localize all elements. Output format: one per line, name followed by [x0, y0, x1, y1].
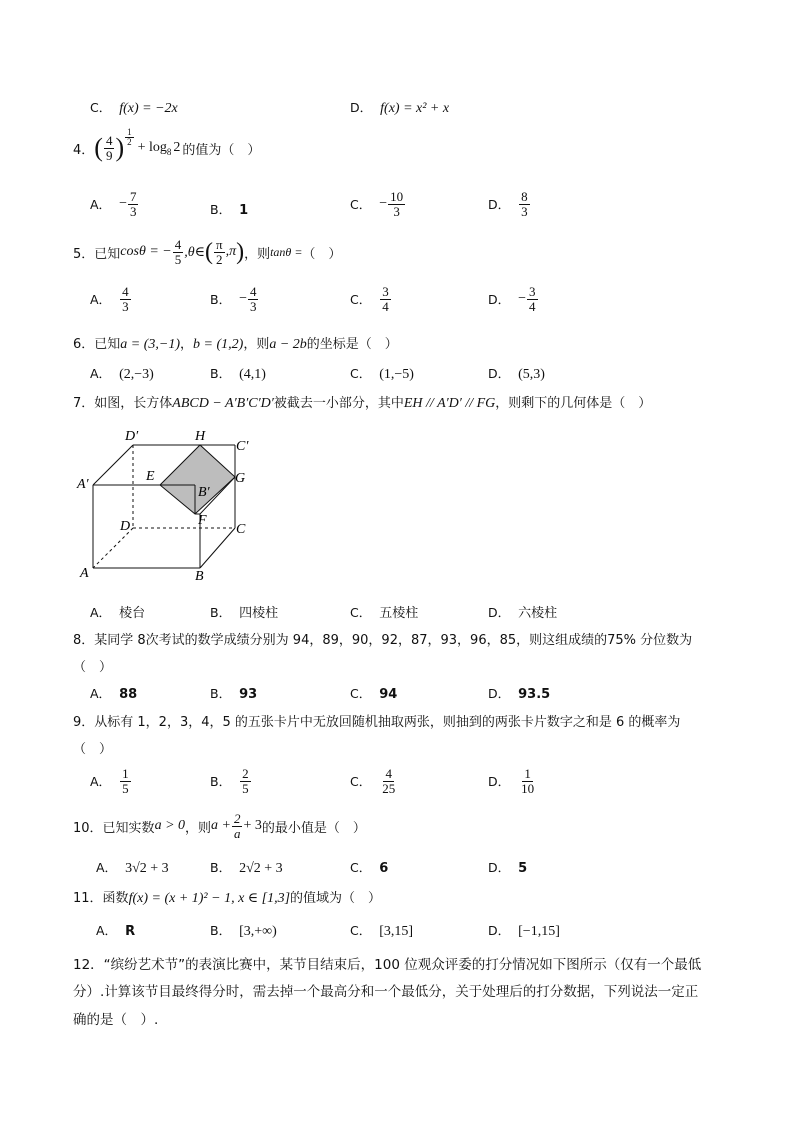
q9-stem-line1: 9．从标有 1，2，3，4，5 的五张卡片中无放回随机抽取两张，则抽到的两张卡片数字之和是 6 的概率为 — [73, 715, 681, 730]
label-d-prime: D′ — [125, 429, 139, 444]
q7-option-a: A． 棱台 — [90, 605, 146, 621]
q11-stem: 11．函数f(x) = (x + 1)² − 1, x ∈ [1,3]的值域为（ ） — [73, 891, 382, 906]
q3-option-c: C． f(x) = −2x — [90, 100, 178, 116]
label-f: F — [198, 513, 207, 528]
q5-option-d: D． − $\frac{3}{4}$ — [488, 284, 536, 314]
q7-option-c: C． 五棱柱 — [350, 605, 419, 621]
q3-option-d: D． f(x) = x² + x — [350, 100, 450, 116]
q6-option-d: D． (5,3) — [488, 366, 545, 382]
label-b: B — [195, 569, 204, 584]
q9-option-a: A． $\frac{1}{5}$ — [90, 766, 129, 796]
q10-option-c: C． 6 — [350, 860, 389, 876]
q8-option-d: D． 93.5 — [488, 686, 551, 702]
q5-option-a: A． $\frac{4}{3}$ — [90, 284, 129, 314]
q8-stem-line1: 8．某同学 8次考试的数学成绩分别为 94，89，90，92，87，93，96，85，则这组成绩的75% 分位数为 — [73, 633, 693, 648]
q11-option-c: C． [3,15] — [350, 923, 414, 939]
q4-option-c: C． − $\frac{10}{3}$ — [350, 189, 404, 219]
label-g: G — [235, 471, 246, 486]
q10-option-d: D． 5 — [488, 860, 528, 876]
q10-option-b: B． 2√2 + 3 — [210, 860, 283, 876]
q4-base-fraction: $\frac{4}{9}$ — [105, 133, 113, 163]
label-a-prime: A′ — [77, 477, 89, 492]
q12-stem-line3: 确的是（ ）. — [73, 1012, 159, 1028]
q6-option-c: C． (1,−5) — [350, 366, 414, 382]
q5-option-c: C． $\frac{3}{4}$ — [350, 284, 389, 314]
q5-stem: 5． 已知 cosθ = − $\frac{4}{5}$ ,θ∈ ( $\frac{\pi}{2}$ ,π ) ，则 tanθ = （ ） — [73, 237, 342, 267]
q9-option-b: B． $\frac{2}{5}$ — [210, 766, 249, 796]
q8-stem-line2: （ ） — [73, 660, 113, 675]
q4-exponent: $\frac{1}{2}$ — [127, 127, 132, 148]
q8-option-b: B． 93 — [210, 686, 258, 702]
label-c: C — [236, 522, 246, 537]
label-e: E — [146, 469, 155, 484]
q6-option-a: A． (2,−3) — [90, 366, 154, 382]
q8-option-a: A． 88 — [90, 686, 138, 702]
q7-option-b: B． 四棱柱 — [210, 605, 279, 621]
q9-stem-line2: （ ） — [73, 742, 113, 757]
q10-option-a: A． 3√2 + 3 — [96, 860, 169, 876]
q7-stem: 7．如图，长方体ABCD − A′B′C′D′被截去一小部分，其中EH // A′D′ // FG，则剩下的几何体是（ ） — [73, 396, 652, 411]
label-a: A — [80, 566, 89, 581]
label-c-prime: C′ — [236, 439, 249, 454]
q11-option-a: A． R — [96, 923, 136, 939]
q11-option-b: B． [3,+∞) — [210, 923, 277, 939]
label-h: H — [195, 429, 206, 444]
q7-figure — [70, 420, 260, 590]
label-d: D — [120, 519, 131, 534]
q7-option-d: D． 六棱柱 — [488, 605, 558, 621]
q6-stem: 6．已知a = (3,−1)，b = (1,2)，则a − 2b的坐标是（ ） — [73, 337, 398, 352]
q4-stem: 4． ( $\frac{4}{9}$ ) $\frac{1}{2}$ + log 8 2 的值为（ ） — [73, 127, 261, 163]
q5-option-b: B． − $\frac{4}{3}$ — [210, 284, 257, 314]
q4-option-d: D． $\frac{8}{3}$ — [488, 189, 528, 219]
label-b-prime: B′ — [198, 485, 210, 500]
q12-stem-line2: 分）.计算该节目最终得分时，需去掉一个最高分和一个最低分，关于处理后的打分数据，下列说法一定正 — [73, 984, 699, 1000]
q9-option-d: D． $\frac{1}{10}$ — [488, 766, 535, 796]
cut-face — [160, 445, 235, 514]
q8-option-c: C． 94 — [350, 686, 398, 702]
q4-option-b: B． 1 — [210, 202, 249, 218]
q9-option-c: C． $\frac{4}{25}$ — [350, 766, 396, 796]
q6-option-b: B． (4,1) — [210, 366, 266, 382]
q10-stem: 10． 已知实数 a > 0 ，则 a + $\frac{2}{a}$ + 3 的最小值是（ ） — [73, 811, 366, 841]
q12-stem-line1: 12．“缤纷艺术节”的表演比赛中，某节目结束后，100 位观众评委的打分情况如下图所示（仅有一个最低 — [73, 957, 702, 973]
q11-option-d: D． [−1,15] — [488, 923, 560, 939]
q4-option-a: A． − $\frac{7}{3}$ — [90, 189, 137, 219]
